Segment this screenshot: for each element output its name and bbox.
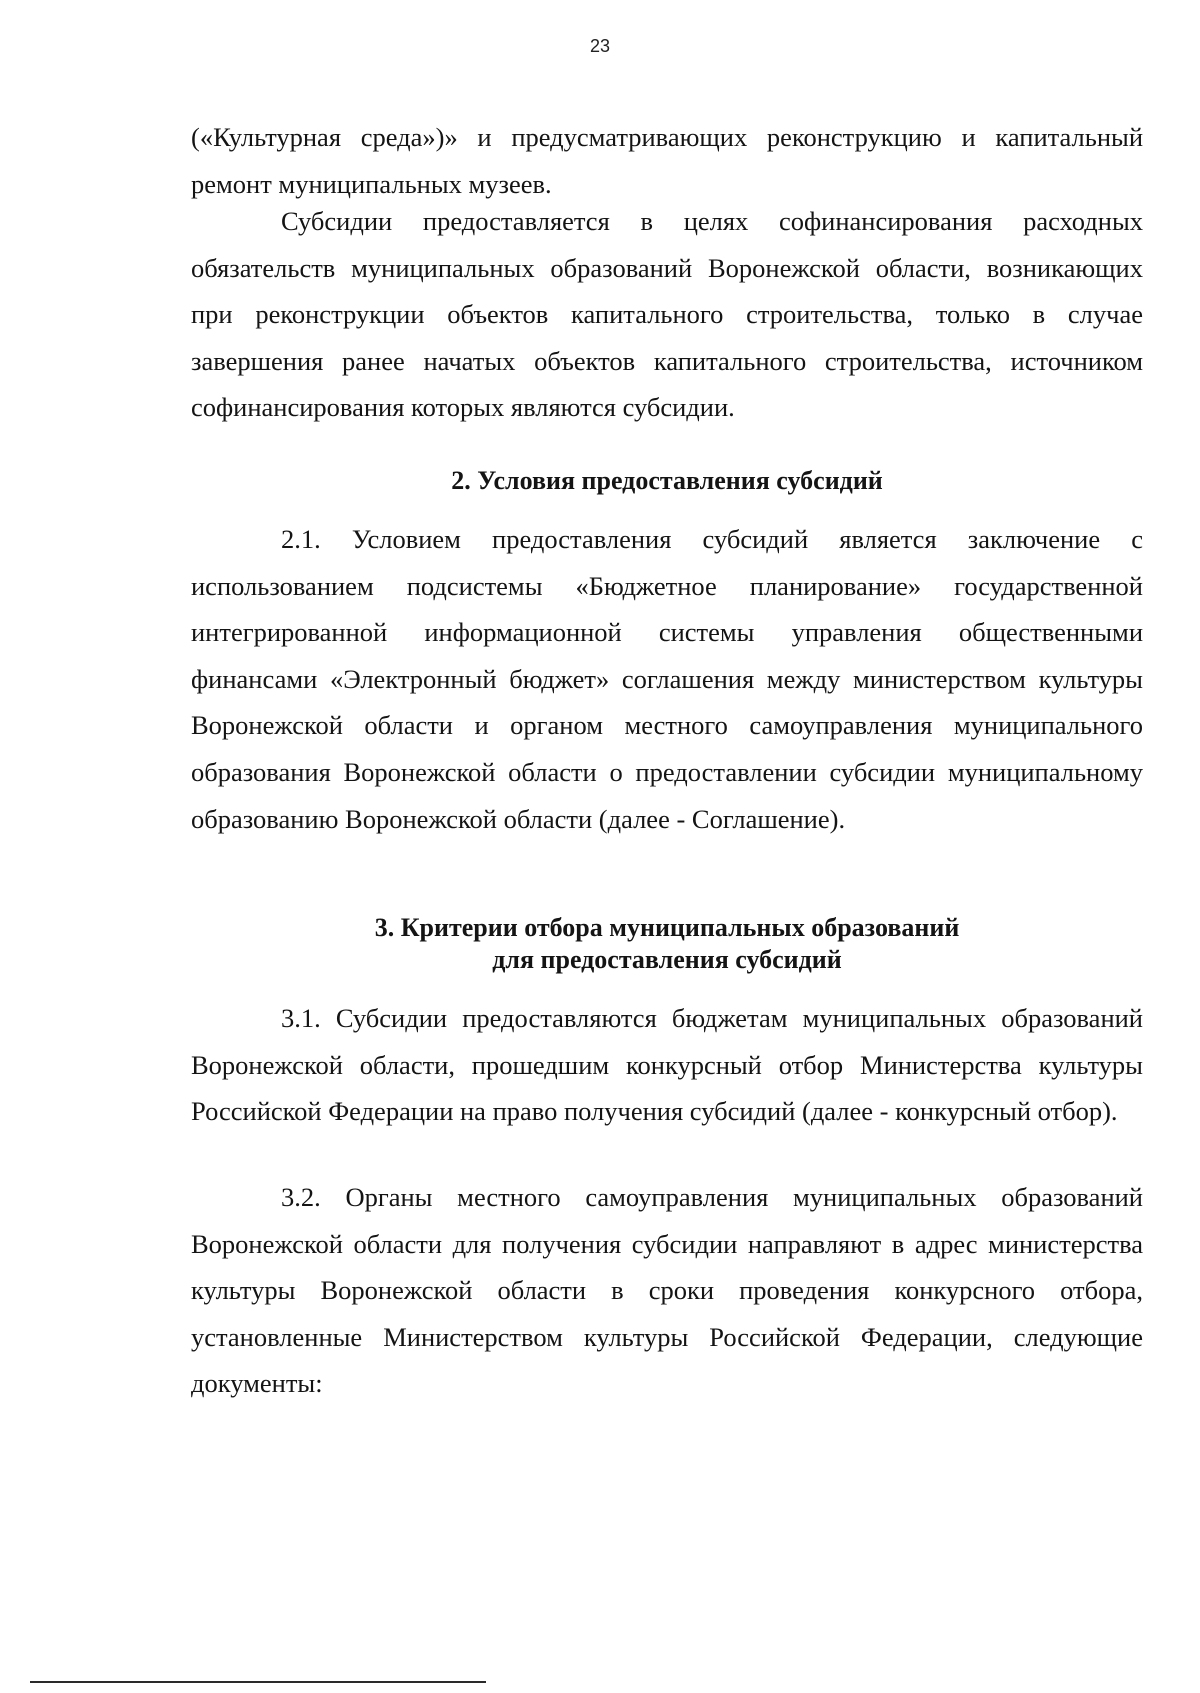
section-3-heading-line-2: для предоставления субсидий — [492, 945, 842, 974]
section-2-heading: 2. Условия предоставления субсидий — [451, 466, 883, 495]
intro-paragraph: («Культурная среда»)» и предусматривающих реконструкцию и капитальный ремонт муниципальных музеев. — [191, 122, 1143, 199]
clause-3-2-paragraph: 3.2. Органы местного самоуправления муниципальных образований Воронежской области для получения субсидии направляют в адрес министерства культуры Воронежской области в сроки проведения конкурсного отбора, установленные Министерством культуры Российской Федерации, следующие документы: — [191, 1182, 1143, 1399]
section-3-heading-line-1: 3. Критерии отбора муниципальных образований — [374, 913, 960, 942]
section-3-heading — [191, 912, 1143, 976]
subsidy-purpose-paragraph: Субсидии предоставляется в целях софинансирования расходных обязательств муниципальных образований Воронежской области, возникающих при реконструкции объектов капитального строительства, только в случае завершения ранее начатых объектов капитального строительства, источником софинансирования которых являются субсидии. — [191, 206, 1143, 423]
page-number: 23 — [589, 36, 611, 56]
clause-3-1-paragraph: 3.1. Субсидии предоставляются бюджетам муниципальных образований Воронежской области, прошедшим конкурсный отбор Министерства культуры Российской Федерации на право получения субсидий (далее - конкурсный отбор). — [191, 1003, 1143, 1127]
clause-2-1-paragraph: 2.1. Условием предоставления субсидий является заключение с использованием подсистемы «Бюджетное планирование» государственной интегрированной информационной системы управления общественными финансами «Электронный бюджет» соглашения между министерством культуры Воронежской области и органом местного самоуправления муниципального образования Воронежской области о предоставлении субсидии муниципальному образованию Воронежской области (далее - Соглашение). — [191, 524, 1143, 834]
scan-edge-line — [30, 1681, 486, 1683]
